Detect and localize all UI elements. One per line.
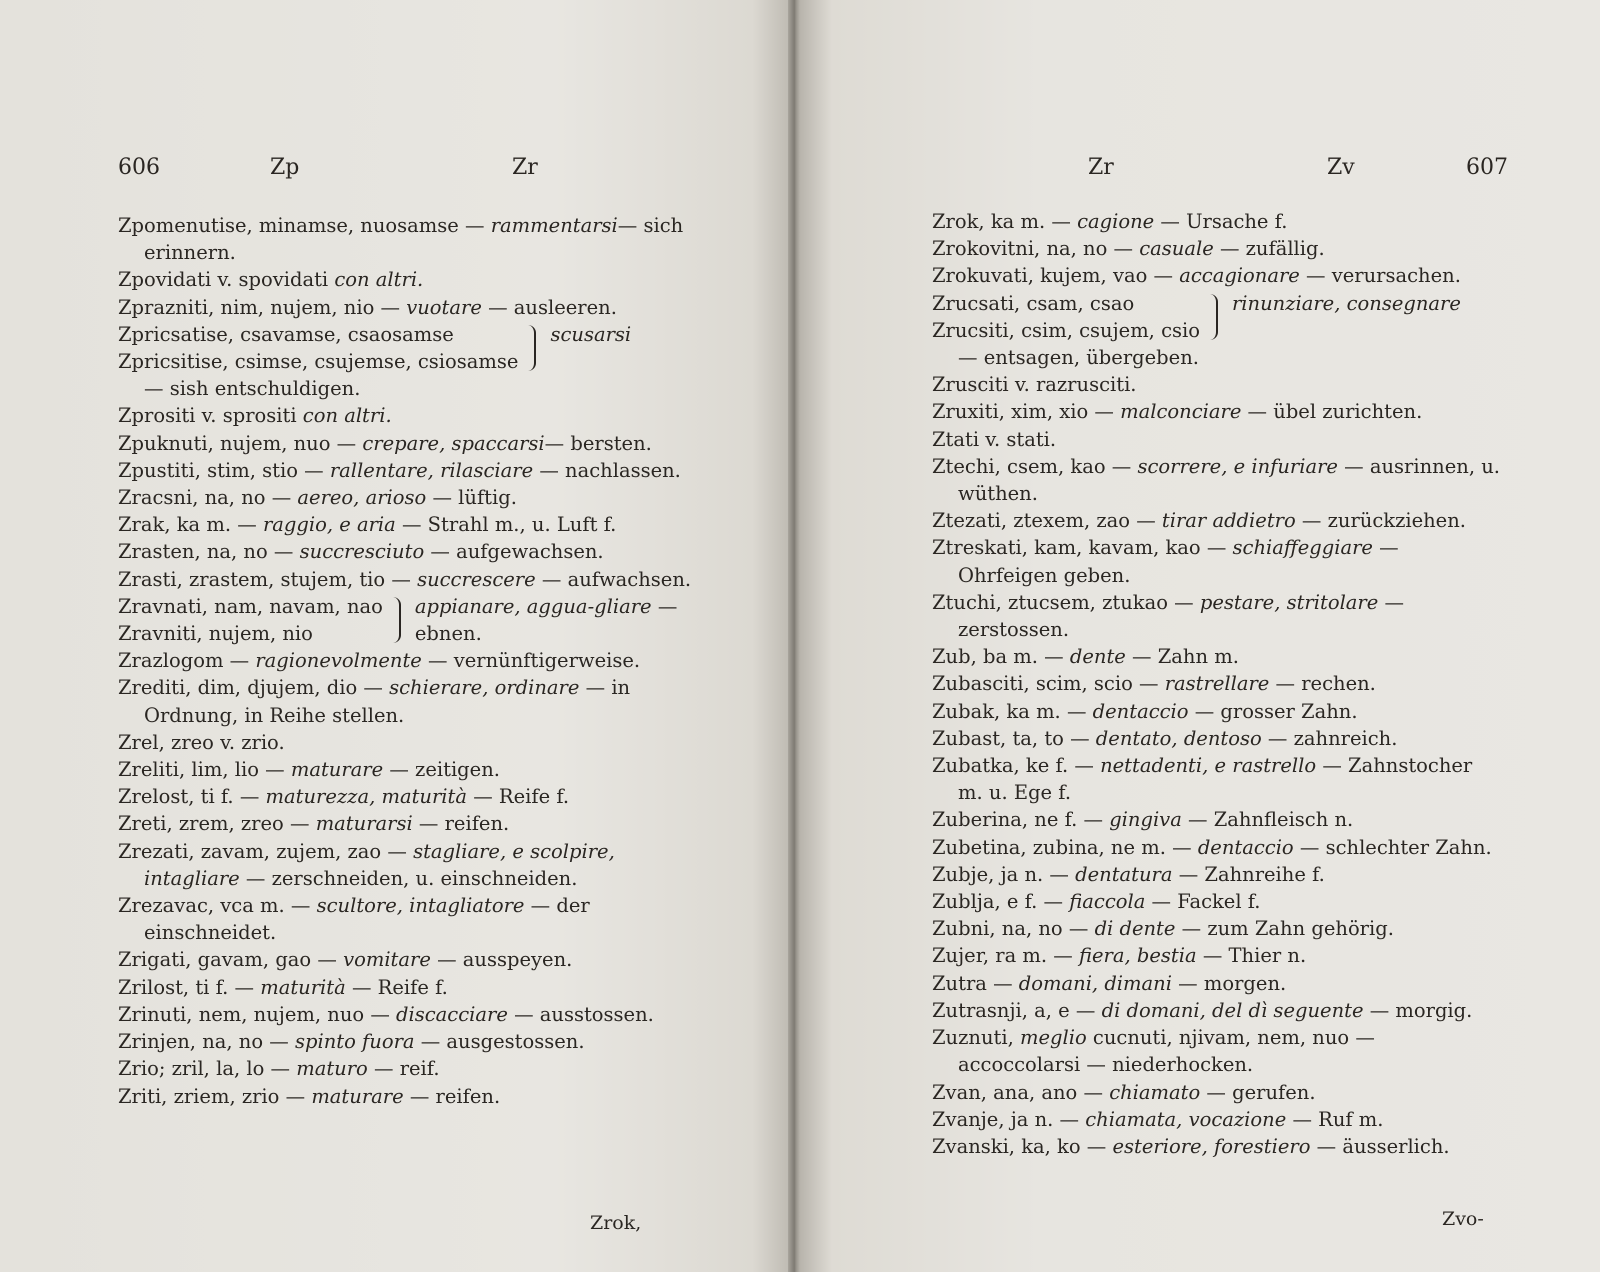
entry: Ztechi, csem, kao — scorrere, e infuriare — ausrinnen, u. wüthen. (932, 454, 1500, 506)
entry: Zrilost, ti f. — maturità — Reife f. (118, 975, 448, 999)
entry: Zrok, ka m. — cagione — Ursache f. (932, 210, 1288, 233)
entry: Zreliti, lim, lio — maturare — zeitigen. (118, 758, 500, 782)
brace (524, 325, 536, 371)
page-number: 607 (1466, 155, 1508, 180)
entry: Zrinjen, na, no — spinto fuora — ausgestossen. (118, 1030, 585, 1054)
entry: Zreti, zrem, zreo — maturarsi — reifen. (118, 812, 510, 836)
entry: Zrokuvati, kujem, vao — accagionare — verursachen. (932, 264, 1461, 288)
entry: Zpovidati v. spovidati con altri. (118, 268, 424, 292)
entry: Zpricsitise, csimse, csujemse, csiosamse (118, 350, 519, 374)
page-number: 606 (118, 155, 160, 180)
entry: Zrasti, zrastem, stujem, tio — succrescere — aufwachsen. (118, 567, 692, 591)
entry: Zrezavac, vca m. — scultore, intagliatore — der einschneidet. (118, 894, 590, 945)
entry: Zravnati, nam, navam, nao (118, 594, 383, 618)
entry: Zubak, ka m. — dentaccio — grosser Zahn. (932, 699, 1358, 723)
entry: Zubast, ta, to — dentato, dentoso — zahnreich. (932, 726, 1398, 750)
entry: Ztuchi, ztucsem, ztukao — pestare, stritolare — zerstossen. (932, 590, 1404, 642)
entry: Zrak, ka m. — raggio, e aria — Strahl m., u. Luft f. (118, 513, 617, 537)
entry: Zriti, zriem, zrio — maturare — reifen. (118, 1084, 501, 1108)
entry: Zrucsiti, csim, csujem, csio (932, 318, 1200, 342)
catchword: Zrok, (590, 1212, 642, 1234)
entry: Zubatka, ke f. — nettadenti, e rastrello — Zahnstocher m. u. Ege f. (932, 754, 1473, 805)
entry-continuation: — entsagen, übergeben. (958, 346, 1199, 370)
entry: Zubasciti, scim, scio — rastrellare — rechen. (932, 672, 1376, 696)
entry: Zuberina, ne f. — gingiva — Zahnfleisch n. (932, 808, 1354, 832)
entry: Zpricsatise, csavamse, csaosamse (118, 322, 454, 346)
entry: Zrasten, na, no — succresciuto — aufgewachsen. (118, 540, 604, 564)
entry: Zvanje, ja n. — chiamata, vocazione — Ruf m. (932, 1107, 1384, 1131)
entry: Zpuknuti, nujem, nuo — crepare, spaccarsi— bersten. (118, 431, 652, 455)
brace-entry-group (932, 290, 1502, 372)
brace-entry-group (118, 593, 693, 647)
entry: Zrucsati, csam, csao (932, 291, 1135, 315)
brace (1206, 294, 1218, 340)
entry: Zrel, zreo v. zrio. (118, 730, 285, 754)
entry: Zrio; zril, la, lo — maturo — reif. (118, 1057, 440, 1081)
running-head-left: Zp (270, 155, 300, 180)
entry: Zrokovitni, na, no — casuale — zufällig. (932, 237, 1325, 261)
right-page (800, 0, 1600, 1272)
entry: Zutra — domani, dimani — morgen. (932, 971, 1287, 995)
left-page (0, 0, 792, 1272)
dictionary-entries (932, 208, 1502, 1160)
entry: Zrediti, dim, djujem, dio — schierare, ordinare — in Ordnung, in Reihe stellen. (118, 676, 631, 727)
entry: Zrelost, ti f. — maturezza, maturità — Reife f. (118, 785, 570, 809)
running-head-right: Zv (1327, 155, 1355, 180)
entry: Ztezati, ztexem, zao — tirar addietro — zurückziehen. (932, 509, 1466, 533)
entry: Zujer, ra m. — fiera, bestia — Thier n. (932, 944, 1307, 968)
entry: Zubni, na, no — di dente — zum Zahn gehörig. (932, 917, 1394, 941)
entry-gloss: rinunziare, consegnare (1231, 291, 1461, 315)
entry: Zrazlogom — ragionevolmente — vernünftigerweise. (118, 649, 641, 673)
entry: Zravniti, nujem, nio (118, 622, 313, 646)
entry: Zrigati, gavam, gao — vomitare — ausspeyen. (118, 948, 573, 972)
entry: Ztati v. stati. (932, 427, 1057, 451)
entry-gloss: appianare, aggua-gliare — ebnen. (414, 594, 678, 646)
entry: Zpustiti, stim, stio — rallentare, rilasciare — nachlassen. (118, 458, 681, 482)
entry: Zrinuti, nem, nujem, nuo — discacciare — ausstossen. (118, 1002, 654, 1026)
running-head-left: Zr (1088, 155, 1114, 180)
entry: Zprazniti, nim, nujem, nio — vuotare — ausleeren. (118, 295, 617, 319)
entry: Zuznuti, meglio cucnuti, njivam, nem, nuo — accoccolarsi — niederhocken. (932, 1026, 1375, 1077)
dictionary-entries (118, 212, 693, 1110)
running-head-right: Zr (512, 155, 538, 180)
entry: Ztreskati, kam, kavam, kao — schiaffeggiare — Ohrfeigen geben. (932, 536, 1399, 587)
entry: Zrusciti v. razrusciti. (932, 373, 1137, 397)
entry: Zvanski, ka, ko — esteriore, forestiero — äusserlich. (932, 1134, 1450, 1158)
brace (389, 597, 401, 643)
entry: Zrezati, zavam, zujem, zao — stagliare, e scolpire, intagliare — zerschneiden, u. einschneiden. (118, 839, 615, 890)
entry: Zruxiti, xim, xio — malconciare — übel zurichten. (932, 400, 1423, 424)
entry: Zracsni, na, no — aereo, arioso — lüftig. (118, 486, 517, 510)
entry: Zublja, e f. — fiaccola — Fackel f. (932, 890, 1261, 914)
entry: Zprositi v. sprositi con altri. (118, 404, 392, 428)
entry: Zubetina, zubina, ne m. — dentaccio — schlechter Zahn. (932, 835, 1492, 859)
entry: Zpomenutise, minamse, nuosamse — rammentarsi— sich erinnern. (118, 214, 684, 265)
brace-entry-group (118, 321, 693, 403)
entry-continuation: — sish entschuldigen. (144, 377, 361, 401)
entry-gloss: scusarsi (550, 322, 632, 346)
entry: Zutrasnji, a, e — di domani, del dì seguente — morgig. (932, 998, 1473, 1022)
entry: Zubje, ja n. — dentatura — Zahnreihe f. (932, 862, 1325, 886)
entry: Zub, ba m. — dente — Zahn m. (932, 645, 1239, 669)
entry: Zvan, ana, ano — chiamato — gerufen. (932, 1080, 1316, 1104)
catchword: Zvo- (1442, 1208, 1484, 1230)
